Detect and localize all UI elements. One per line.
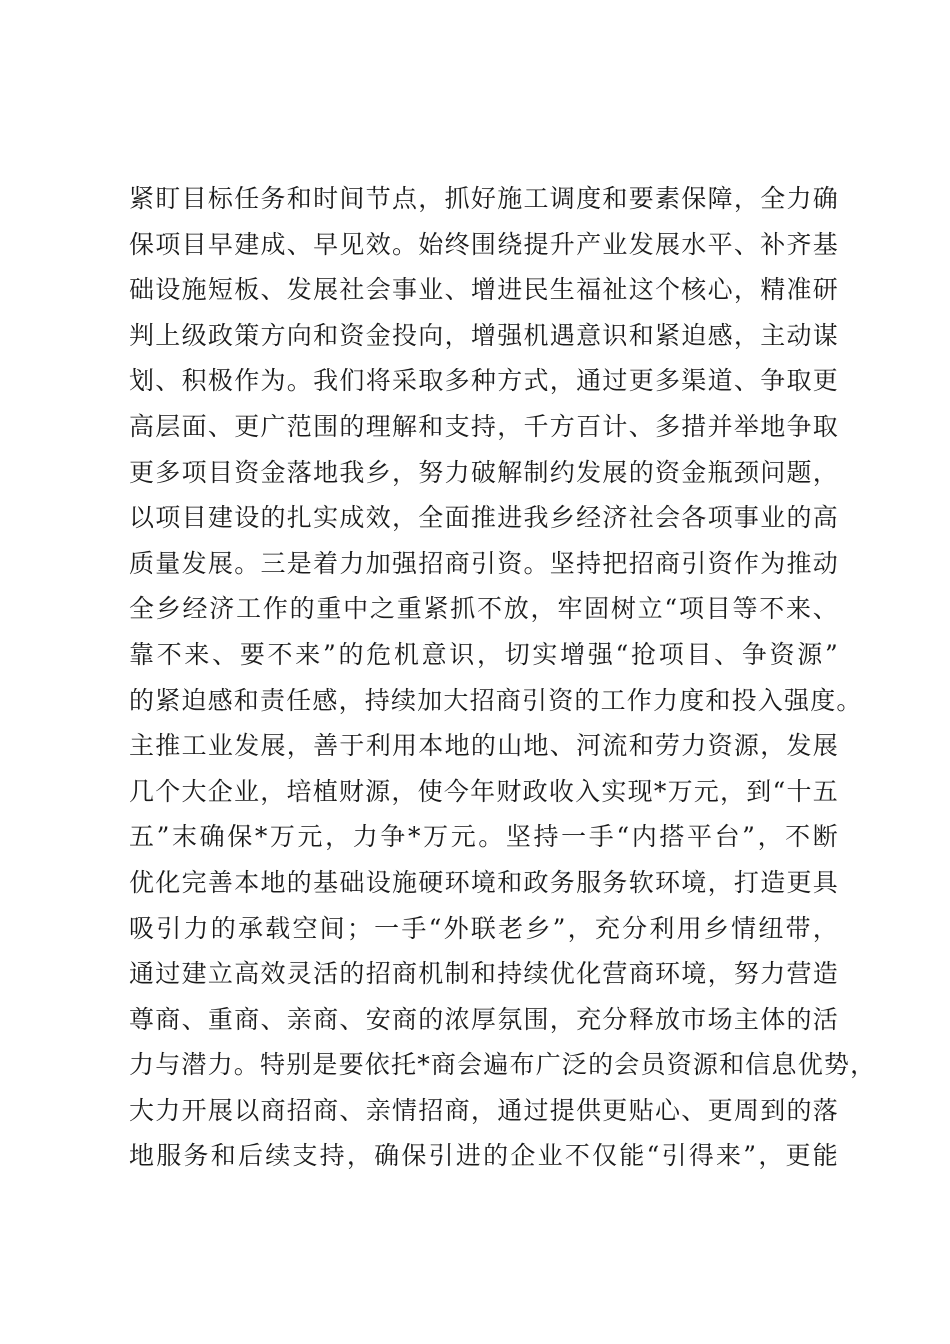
text-line: 更多项目资金落地我乡，努力破解制约发展的资金瓶颈问题， (129, 457, 839, 487)
text-line: 优化完善本地的基础设施硬环境和政务服务软环境，打造更具 (129, 867, 839, 897)
text-line: 通过建立高效灵活的招商机制和持续优化营商环境，努力营造 (129, 959, 839, 989)
text-line: 高层面、更广范围的理解和支持，千方百计、多措并举地争取 (129, 411, 839, 441)
text-line: 划、积极作为。我们将采取多种方式，通过更多渠道、争取更 (129, 366, 839, 396)
text-line: 尊商、重商、亲商、安商的浓厚氛围，充分释放市场主体的活 (129, 1004, 839, 1034)
text-line: 地服务和后续支持，确保引进的企业不仅能“引得来”，更能 (129, 1141, 839, 1171)
body-paragraph (129, 176, 877, 1179)
text-line: 础设施短板、发展社会事业、增进民生福祉这个核心，精准研 (129, 275, 839, 305)
text-line: 保项目早建成、早见效。始终围绕提升产业发展水平、补齐基 (129, 229, 839, 259)
text-line: 大力开展以商招商、亲情招商，通过提供更贴心、更周到的落 (129, 1095, 839, 1125)
text-line: 以项目建设的扎实成效，全面推进我乡经济社会各项事业的高 (129, 503, 839, 533)
text-line: 质量发展。三是着力加强招商引资。坚持把招商引资作为推动 (129, 548, 839, 578)
text-line: 几个大企业，培植财源，使今年财政收入实现*万元，到“十五 (129, 776, 839, 806)
text-line: 力与潜力。特别是要依托*商会遍布广泛的会员资源和信息优势， (129, 1050, 877, 1080)
text-line: 吸引力的承载空间；一手“外联老乡”，充分利用乡情纽带， (129, 913, 839, 943)
text-line: 五”末确保*万元，力争*万元。坚持一手“内搭平台”，不断 (129, 822, 839, 852)
text-line: 主推工业发展，善于利用本地的山地、河流和劳力资源，发展 (129, 731, 839, 761)
text-line: 靠不来、要不来”的危机意识，切实增强“抢项目、争资源” (129, 639, 839, 669)
text-line: 全乡经济工作的重中之重紧抓不放，牢固树立“项目等不来、 (129, 594, 839, 624)
text-line: 判上级政策方向和资金投向，增强机遇意识和紧迫感，主动谋 (129, 320, 839, 350)
text-line: 的紧迫感和责任感，持续加大招商引资的工作力度和投入强度。 (129, 685, 863, 715)
text-line: 紧盯目标任务和时间节点，抓好施工调度和要素保障，全力确 (129, 184, 839, 213)
